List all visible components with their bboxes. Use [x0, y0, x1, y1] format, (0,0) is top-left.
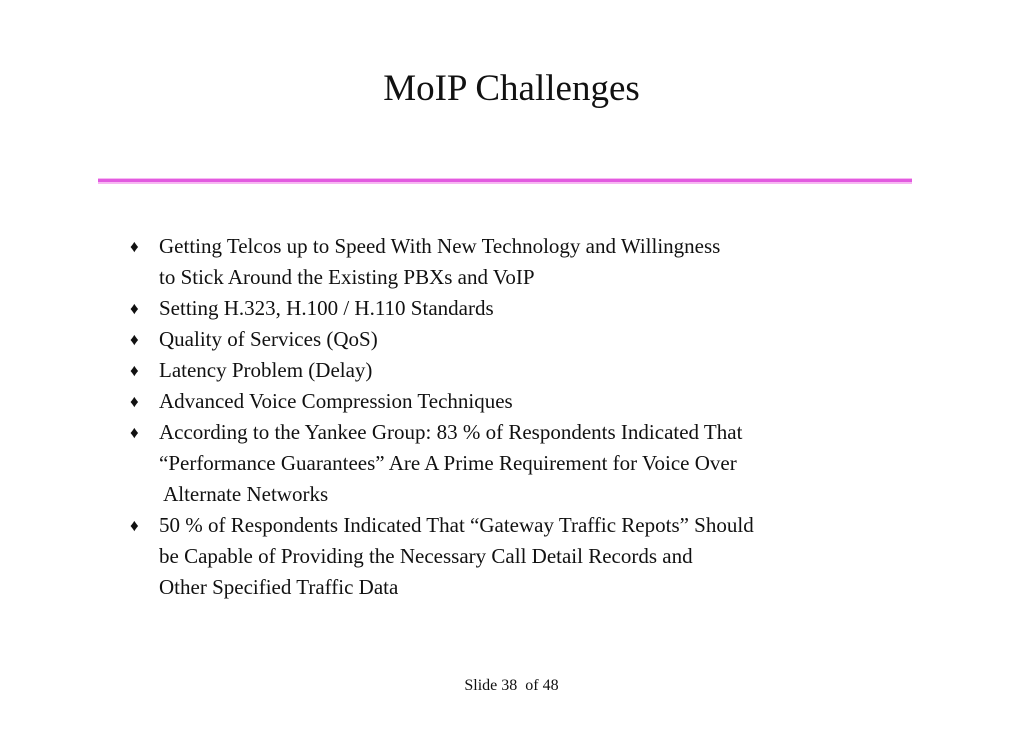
diamond-bullet-icon: ♦ — [130, 330, 139, 349]
bullet-text-line: Advanced Voice Compression Techniques — [159, 389, 513, 413]
bullet-text-line: Alternate Networks — [159, 482, 329, 506]
list-item — [130, 417, 930, 510]
list-item — [130, 231, 930, 293]
bullet-text-line: Quality of Services (QoS) — [159, 327, 378, 351]
list-item — [130, 355, 930, 386]
diamond-bullet-icon: ♦ — [130, 392, 139, 411]
bullet-text-line: Getting Telcos up to Speed With New Technology and Willingness — [159, 234, 721, 258]
bullet-text-line: Other Specified Traffic Data — [159, 575, 399, 599]
bullet-text-line: “Performance Guarantees” Are A Prime Requirement for Voice Over — [159, 451, 737, 475]
bullet-text-line: Setting H.323, H.100 / H.110 Standards — [159, 296, 494, 320]
list-item — [130, 293, 930, 324]
diamond-bullet-icon: ♦ — [130, 516, 139, 535]
diamond-bullet-icon: ♦ — [130, 299, 139, 318]
list-item — [130, 386, 930, 417]
diamond-bullet-icon: ♦ — [130, 423, 139, 442]
diamond-bullet-icon: ♦ — [130, 361, 139, 380]
list-item — [130, 324, 930, 355]
list-item — [130, 510, 930, 603]
bullet-text-line: Latency Problem (Delay) — [159, 358, 373, 382]
title-divider — [98, 178, 912, 184]
bullet-list — [130, 231, 930, 603]
bullet-text-line: 50 % of Respondents Indicated That “Gateway Traffic Repots” Should — [159, 513, 754, 537]
diamond-bullet-icon: ♦ — [130, 237, 139, 256]
slide-title: MoIP Challenges — [383, 68, 640, 109]
bullet-text-line: According to the Yankee Group: 83 % of Respondents Indicated That — [159, 420, 743, 444]
bullet-text-line: be Capable of Providing the Necessary Call Detail Records and — [159, 544, 693, 568]
slide-number: Slide 38 of 48 — [464, 677, 559, 694]
bullet-text-line: to Stick Around the Existing PBXs and VoIP — [159, 265, 535, 289]
